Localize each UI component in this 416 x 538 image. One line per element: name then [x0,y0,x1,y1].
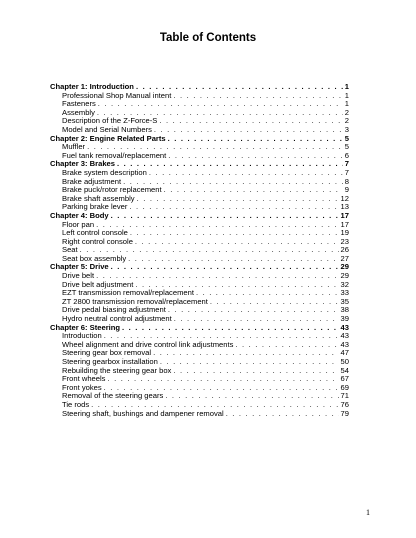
toc-entry-page: 38 [340,306,349,315]
toc-dot-leader [168,306,339,315]
toc-entry-page: 5 [344,134,349,143]
toc-section-entry[interactable] [50,384,349,393]
toc-entry-label: Muffler [62,143,86,152]
table-of-contents [50,83,349,418]
toc-entry-label: Chapter 5: Drive [50,263,109,272]
toc-dot-leader [136,83,343,92]
toc-section-entry[interactable] [50,341,349,350]
toc-entry-page: 29 [340,263,349,272]
toc-entry-page: 33 [340,289,349,298]
toc-entry-label: Introduction [62,332,102,341]
toc-section-entry[interactable] [50,281,349,290]
toc-dot-leader [129,203,338,212]
toc-dot-leader [160,358,339,367]
toc-entry-label: Chapter 6: Steering [50,323,121,332]
toc-section-entry[interactable] [50,246,349,255]
toc-entry-label: Assembly [62,108,95,117]
toc-entry-label: Steering gearbox installation [62,358,158,366]
toc-entry-label: Seat box assembly [62,254,127,263]
toc-dot-leader [137,195,339,204]
toc-chapter-entry[interactable] [50,135,349,144]
toc-dot-leader [153,349,338,358]
toc-entry-label: Rebuilding the steering gear box [62,366,172,375]
toc-entry-page: 26 [340,246,349,255]
toc-entry-page: 79 [340,409,349,418]
toc-dot-leader [96,272,338,281]
toc-entry-label: Drive belt adjustment [62,280,134,289]
toc-entry-label: Fuel tank removal/replacement [62,151,167,160]
toc-dot-leader [226,410,339,419]
toc-entry-page: 71 [340,392,349,401]
toc-entry-page: 12 [340,194,349,203]
toc-dot-leader [174,315,339,324]
toc-entry-page: 1 [344,100,349,109]
toc-entry-page: 3 [344,125,349,134]
toc-section-entry[interactable] [50,367,349,376]
toc-entry-label: Model and Serial Numbers [62,125,152,134]
toc-section-entry[interactable] [50,221,349,230]
toc-dot-leader [123,178,343,187]
toc-entry-label: Brake puck/rotor replacement [62,186,162,195]
toc-section-entry[interactable] [50,143,349,152]
toc-dot-leader [87,143,343,152]
toc-entry-label: Chapter 2: Engine Related Parts [50,134,166,143]
toc-dot-leader [196,289,339,298]
toc-section-entry[interactable] [50,186,349,195]
toc-entry-page: 29 [340,272,349,281]
page-number: 1 [366,508,370,517]
toc-chapter-entry[interactable] [50,212,349,221]
toc-dot-leader [165,392,338,401]
toc-entry-page: 43 [340,332,349,341]
toc-section-entry[interactable] [50,238,349,247]
toc-entry-label: Hydro neutral control adjustment [62,315,172,324]
toc-dot-leader [135,238,339,247]
toc-section-entry[interactable] [50,255,349,264]
toc-dot-leader [111,212,339,221]
toc-section-entry[interactable] [50,401,349,410]
toc-dot-leader [128,255,338,264]
toc-dot-leader [149,169,343,178]
toc-dot-leader [168,152,343,161]
toc-section-entry[interactable] [50,229,349,238]
toc-dot-leader [80,246,339,255]
toc-entry-label: Seat [62,246,78,255]
toc-entry-label: Chapter 3: Brakes [50,160,115,169]
toc-chapter-entry[interactable] [50,263,349,272]
toc-section-entry[interactable] [50,126,349,135]
toc-entry-label: Parking brake lever [62,203,128,212]
toc-entry-page: 7 [344,160,349,169]
toc-section-entry[interactable] [50,117,349,126]
toc-section-entry[interactable] [50,375,349,384]
toc-section-entry[interactable] [50,349,349,358]
toc-section-entry[interactable] [50,92,349,101]
toc-entry-label: Removal of the steering gears [62,392,164,401]
toc-section-entry[interactable] [50,332,349,341]
toc-entry-page: 8 [344,177,349,186]
toc-entry-label: Steering shaft, bushings and dampener removal [62,409,224,418]
toc-entry-label: Brake adjustment [62,177,122,186]
toc-entry-label: Fasteners [62,100,96,109]
toc-entry-label: Tie rods [62,400,90,409]
toc-entry-page: 19 [340,229,349,238]
toc-section-entry[interactable] [50,195,349,204]
toc-entry-page: 54 [340,366,349,375]
toc-entry-label: EZT transmission removal/replacement [62,289,194,298]
toc-entry-page: 1 [344,83,349,91]
toc-dot-leader [104,384,339,393]
toc-section-entry[interactable] [50,358,349,367]
toc-entry-label: Brake shaft assembly [62,194,135,203]
toc-entry-page: 43 [340,323,349,332]
toc-section-entry[interactable] [50,109,349,118]
toc-dot-leader [91,401,338,410]
toc-section-entry[interactable] [50,298,349,307]
toc-dot-leader [154,126,343,135]
toc-entry-page: 69 [340,383,349,392]
toc-entry-label: Description of the Z-Force-S [62,117,158,126]
toc-dot-leader [104,332,339,341]
toc-entry-label: Chapter 1: Introduction [50,83,134,91]
toc-entry-label: ZT 2800 transmission removal/replacement [62,297,208,306]
toc-dot-leader [210,298,339,307]
toc-dot-leader [122,324,339,333]
toc-chapter-entry[interactable] [50,324,349,333]
toc-entry-label: Front yokes [62,383,102,392]
toc-dot-leader [98,100,343,109]
toc-entry-label: Right control console [62,237,133,246]
toc-entry-label: Floor pan [62,220,95,229]
toc-entry-page: 35 [340,297,349,306]
toc-entry-label: Chapter 4: Body [50,211,109,220]
toc-entry-page: 9 [344,186,349,195]
toc-entry-label: Drive belt [62,272,95,281]
toc-entry-page: 50 [340,358,349,366]
toc-section-entry[interactable] [50,152,349,161]
toc-entry-page: 6 [344,151,349,160]
toc-chapter-entry[interactable] [50,83,349,92]
toc-entry-page: 2 [344,108,349,117]
toc-entry-label: Steering gear box removal [62,349,152,358]
toc-section-entry[interactable] [50,392,349,401]
toc-entry-page: 17 [340,220,349,229]
toc-entry-page: 67 [340,375,349,384]
toc-chapter-entry[interactable] [50,160,349,169]
toc-entry-label: Professional Shop Manual intent [62,91,172,100]
toc-section-entry[interactable] [50,272,349,281]
toc-dot-leader [173,367,338,376]
toc-entry-page: 13 [340,203,349,212]
toc-entry-page: 32 [340,280,349,289]
toc-dot-leader [117,160,343,169]
toc-entry-page: 7 [344,168,349,177]
toc-dot-leader [173,92,342,101]
toc-dot-leader [111,263,339,272]
toc-dot-leader [135,281,338,290]
toc-dot-leader [164,186,343,195]
toc-entry-label: Wheel alignment and drive control link adjustments [62,340,234,349]
toc-entry-page: 2 [344,117,349,126]
toc-dot-leader [159,117,342,126]
toc-dot-leader [235,341,338,350]
toc-section-entry[interactable] [50,315,349,324]
toc-section-entry[interactable] [50,289,349,298]
toc-entry-page: 39 [340,315,349,324]
toc-entry-label: Brake system description [62,168,147,177]
toc-section-entry[interactable] [50,306,349,315]
toc-entry-page: 5 [344,143,349,152]
toc-dot-leader [168,135,343,144]
toc-dot-leader [96,221,338,230]
toc-section-entry[interactable] [50,100,349,109]
toc-section-entry[interactable] [50,169,349,178]
toc-section-entry[interactable] [50,178,349,187]
toc-entry-label: Drive pedal biasing adjustment [62,306,166,315]
toc-entry-page: 17 [340,211,349,220]
toc-entry-page: 76 [340,400,349,409]
toc-entry-page: 43 [340,340,349,349]
toc-dot-leader [107,375,338,384]
toc-entry-page: 47 [340,349,349,358]
toc-entry-page: 23 [340,237,349,246]
toc-dot-leader [130,229,339,238]
toc-entry-page: 27 [340,254,349,263]
toc-entry-label: Front wheels [62,375,106,384]
toc-dot-leader [97,109,343,118]
toc-entry-label: Left control console [62,229,128,238]
page-title: Table of Contents [159,32,257,44]
toc-section-entry[interactable] [50,410,349,419]
toc-section-entry[interactable] [50,203,349,212]
toc-entry-page: 1 [344,91,349,100]
